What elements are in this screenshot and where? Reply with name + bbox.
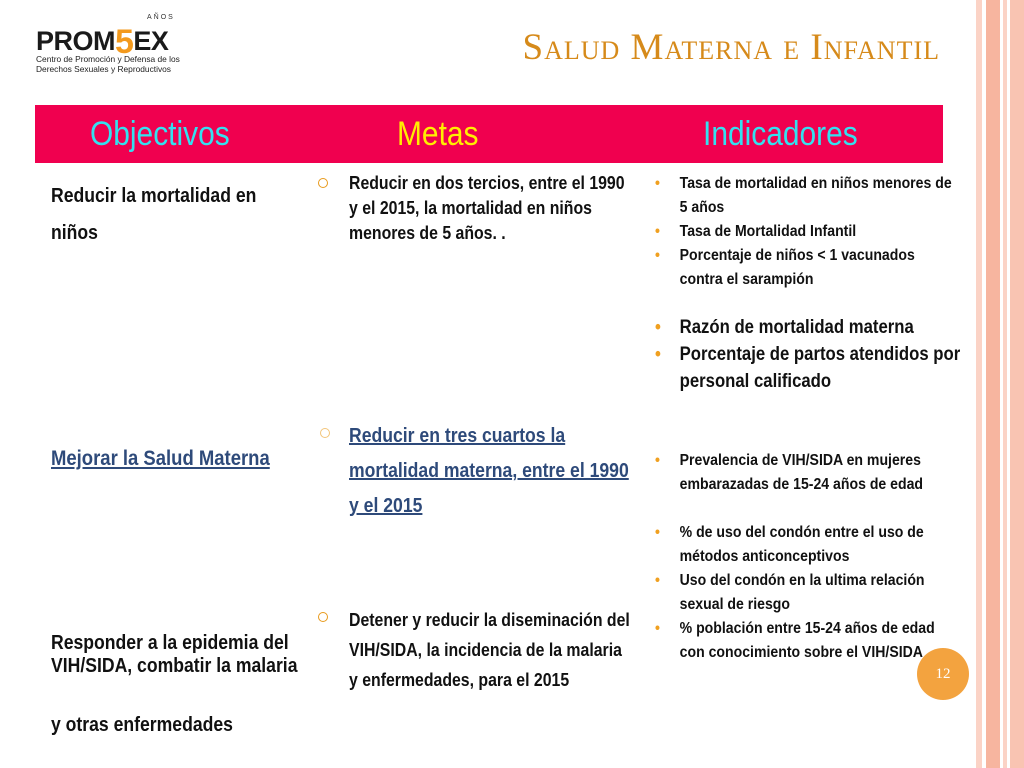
bullet-icon: • [655, 572, 660, 589]
stripe [1003, 0, 1007, 768]
indicator-item [655, 220, 954, 244]
logo-subtitle-line: Centro de Promoción y Defensa de los [36, 54, 180, 64]
indicator-text: Porcentaje de partos atendidos por personal calificado [679, 344, 961, 392]
bullet-icon: • [655, 317, 661, 338]
logo-anos: AÑOS [147, 14, 175, 21]
circle-bullet-icon [320, 428, 330, 438]
header-indicadores: Indicadores [703, 115, 858, 153]
logo-five: 5 [115, 23, 134, 61]
indicator-item [655, 569, 954, 617]
bullet-icon: • [655, 620, 660, 637]
table-header [35, 105, 943, 163]
indicator-text: Razón de mortalidad materna [679, 317, 914, 338]
promsex-logo [36, 14, 206, 80]
indicator-item [655, 172, 954, 220]
indicator-item [655, 617, 954, 665]
bullet-icon: • [655, 247, 660, 264]
meta-hiv-malaria: Detener y reducir la diseminación del VIH/SIDA, la incidencia de la malaria y enfermedades, para el 2015 [349, 610, 630, 690]
bullet-icon: • [655, 344, 661, 365]
circle-bullet-icon [318, 178, 328, 188]
logo-subtitle [36, 54, 180, 74]
indicator-text: % de uso del condón entre el uso de métodos anticonceptivos [679, 524, 924, 565]
circle-bullet-icon [318, 612, 328, 622]
indicator-text: Tasa de mortalidad en niños menores de 5 años [679, 175, 952, 216]
header-objectivos: Objectivos [90, 115, 230, 153]
decorative-stripes [976, 0, 1024, 768]
indicator-item [655, 341, 981, 395]
objective-maternal-health-link[interactable]: Mejorar la Salud Materna [51, 447, 270, 470]
indicator-text: % población entre 15-24 años de edad con conocimiento sobre el VIH/SIDA [679, 620, 935, 661]
slide-title: Salud Materna e Infantil [522, 27, 940, 68]
indicator-text: Prevalencia de VIH/SIDA en mujeres embarazadas de 15-24 años de edad [679, 452, 924, 493]
indicator-text: Tasa de Mortalidad Infantil [679, 223, 857, 240]
indicator-text: Porcentaje de niños < 1 vacunados contra el sarampión [679, 247, 915, 288]
indicator-item [655, 521, 954, 569]
objective-reduce-child-mortality: Reducir la mortalidad en niños [51, 185, 257, 244]
bullet-icon: • [655, 524, 660, 541]
objective-hiv-malaria: Responder a la epidemia del VIH/SIDA, combatir la malaria [51, 632, 298, 677]
indicator-item [655, 314, 981, 341]
page-number: 12 [917, 648, 969, 700]
indicator-text: Uso del condón en la ultima relación sexual de riesgo [679, 572, 925, 613]
objective-other-diseases: y otras enfermedades [51, 714, 233, 736]
indicator-item [655, 244, 954, 292]
header-metas: Metas [397, 115, 479, 153]
stripe [1010, 0, 1024, 768]
logo-subtitle-line: Derechos Sexuales y Reproductivos [36, 64, 171, 74]
meta-child-mortality: Reducir en dos tercios, entre el 1990 y el 2015, la mortalidad en niños menores de 5 años. . [349, 173, 625, 243]
bullet-icon: • [655, 223, 660, 240]
indicator-item [655, 449, 954, 497]
logo-word-left: PROM [36, 26, 115, 56]
bullet-icon: • [655, 175, 660, 192]
bullet-icon: • [655, 452, 660, 469]
meta-maternal-mortality-link[interactable]: Reducir en tres cuartos la mortalidad materna, entre el 1990 y el 2015 [349, 425, 629, 517]
logo-word-right: EX [133, 26, 169, 56]
stripe [986, 0, 1000, 768]
